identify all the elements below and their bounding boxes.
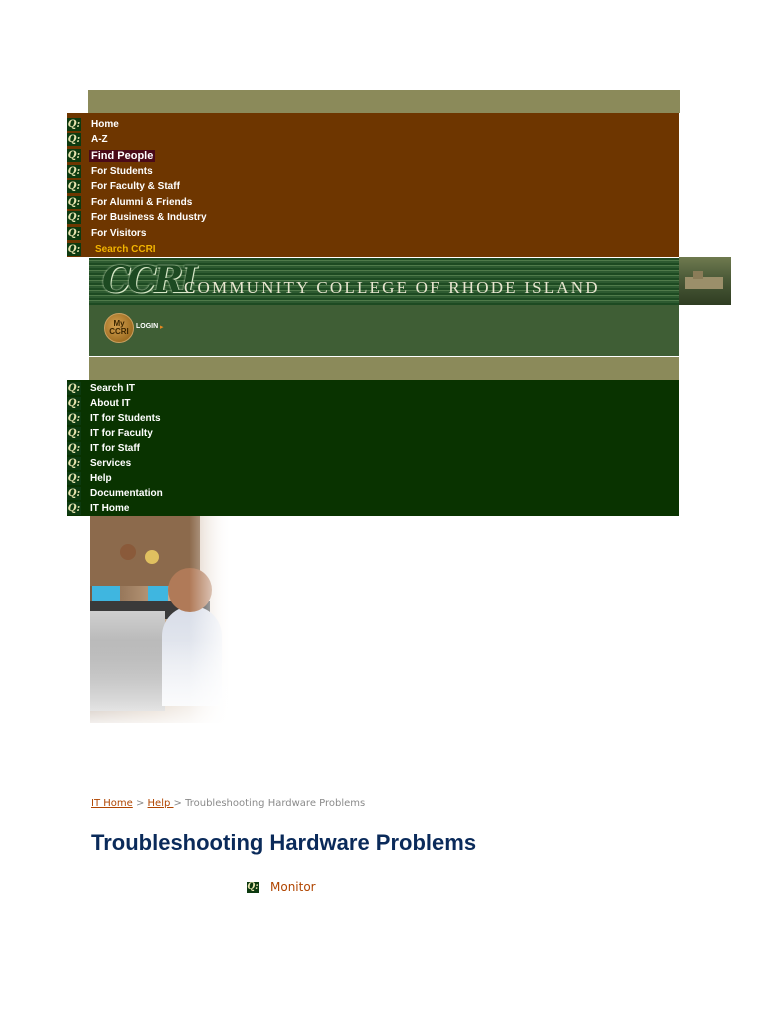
- list-item: [247, 880, 316, 894]
- q-bullet-icon: Q:: [67, 397, 81, 409]
- login-link[interactable]: LOGIN: [136, 323, 159, 330]
- main-nav-item-for-business-industry[interactable]: [67, 210, 207, 225]
- arrow-right-icon: ▸: [160, 324, 164, 331]
- q-bullet-icon: Q:: [67, 502, 81, 514]
- breadcrumb-separator: >: [132, 798, 148, 809]
- it-staff-photo: [90, 516, 232, 723]
- main-nav-label[interactable]: For Business & Industry: [91, 212, 207, 223]
- q-bullet-icon: Q:: [67, 196, 81, 208]
- main-nav-label[interactable]: Find People: [91, 149, 154, 162]
- q-bullet-icon: Q:: [67, 243, 81, 255]
- page-title: Troubleshooting Hardware Problems: [91, 830, 477, 855]
- it-nav-label[interactable]: About IT: [90, 398, 131, 409]
- campus-building-image: [679, 257, 731, 305]
- it-nav-item-help[interactable]: [67, 471, 112, 486]
- q-bullet-icon: Q:: [67, 442, 81, 454]
- it-nav-label[interactable]: Help: [90, 473, 112, 484]
- q-bullet-icon: Q:: [247, 881, 259, 892]
- it-nav-label[interactable]: IT for Staff: [90, 443, 140, 454]
- q-bullet-icon: Q:: [67, 412, 81, 424]
- q-bullet-icon: Q:: [67, 472, 81, 484]
- q-bullet-icon: Q:: [67, 227, 81, 239]
- login-band: [89, 305, 679, 356]
- it-nav-item-it-for-staff[interactable]: [67, 441, 140, 456]
- breadcrumb-separator: >: [173, 798, 186, 809]
- main-nav-label[interactable]: For Visitors: [91, 228, 147, 239]
- main-nav-item-for-faculty-staff[interactable]: [67, 179, 180, 194]
- it-nav-label[interactable]: IT for Students: [90, 413, 161, 424]
- main-nav-label[interactable]: For Students: [91, 166, 153, 177]
- breadcrumb-it-home[interactable]: IT Home: [91, 798, 133, 809]
- it-nav-label[interactable]: Documentation: [90, 488, 163, 499]
- q-bullet-icon: Q:: [67, 382, 81, 394]
- myccri-icon[interactable]: My CCRI: [104, 313, 134, 343]
- it-nav-item-documentation[interactable]: [67, 486, 163, 501]
- top-strip: [88, 90, 680, 113]
- q-bullet-icon: Q:: [67, 211, 81, 223]
- main-nav-label[interactable]: Search CCRI: [95, 244, 156, 255]
- it-nav: [67, 380, 679, 516]
- q-bullet-icon: Q:: [67, 457, 81, 469]
- q-bullet-icon: Q:: [67, 118, 81, 130]
- breadcrumb-help[interactable]: Help: [147, 798, 174, 809]
- main-nav-item-for-students[interactable]: [67, 164, 153, 179]
- main-nav-item-for-alumni-friends[interactable]: [67, 195, 192, 210]
- it-nav-item-about-it[interactable]: [67, 396, 131, 411]
- it-nav-label[interactable]: IT Home: [90, 503, 130, 514]
- it-nav-label[interactable]: Services: [90, 458, 132, 469]
- main-nav-item-home[interactable]: [67, 117, 119, 132]
- breadcrumb-current: Troubleshooting Hardware Problems: [185, 798, 366, 809]
- it-nav-item-search-it[interactable]: [67, 381, 135, 396]
- mid-strip: [89, 357, 679, 380]
- main-nav-label[interactable]: For Faculty & Staff: [91, 181, 180, 192]
- ccri-logo[interactable]: CCRI: [102, 259, 195, 301]
- q-bullet-icon: Q:: [67, 180, 81, 192]
- main-nav: [67, 113, 679, 257]
- q-bullet-icon: Q:: [67, 133, 81, 145]
- it-nav-label[interactable]: Search IT: [90, 383, 136, 394]
- photo-fade: [90, 516, 232, 723]
- q-bullet-icon: Q:: [67, 149, 81, 161]
- building-shape: [685, 277, 723, 289]
- q-bullet-icon: Q:: [67, 427, 81, 439]
- it-nav-item-it-home[interactable]: [67, 501, 129, 516]
- main-nav-item-a-z[interactable]: [67, 132, 108, 147]
- it-nav-item-it-for-students[interactable]: [67, 411, 161, 426]
- breadcrumb: [91, 798, 365, 809]
- main-nav-label[interactable]: A-Z: [91, 134, 108, 145]
- it-nav-item-it-for-faculty[interactable]: [67, 426, 153, 441]
- main-nav-item-search-ccri[interactable]: [67, 242, 156, 257]
- main-nav-label[interactable]: For Alumni & Friends: [91, 197, 193, 208]
- main-nav-item-find-people[interactable]: [67, 148, 155, 163]
- it-nav-item-services[interactable]: [67, 456, 131, 471]
- building-shape: [693, 271, 703, 279]
- it-nav-label[interactable]: IT for Faculty: [90, 428, 153, 439]
- monitor-link[interactable]: Monitor: [270, 880, 316, 894]
- college-name: COMMUNITY COLLEGE OF RHODE ISLAND: [184, 278, 600, 297]
- q-bullet-icon: Q:: [67, 165, 81, 177]
- main-nav-label[interactable]: Home: [91, 119, 119, 130]
- q-bullet-icon: Q:: [67, 487, 81, 499]
- main-nav-item-for-visitors[interactable]: [67, 226, 146, 241]
